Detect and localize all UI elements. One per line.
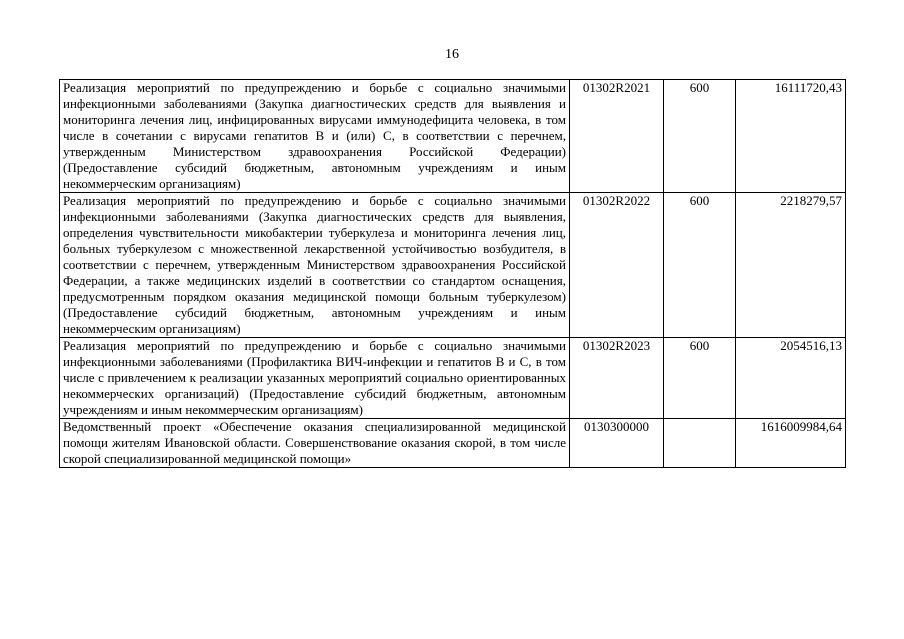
row-amount: 16111720,43 bbox=[736, 80, 846, 193]
table-row bbox=[60, 80, 846, 193]
row-expense-type: 600 bbox=[664, 193, 736, 338]
row-description: Реализация мероприятий по предупреждению и борьбе с социально значимыми инфекционными заболеваниями (Закупка диагностических средств для выявления и мониторинга лечения лиц, инфицированных вирусами иммунодефицита человека, в том числе в сочетании с вирусами гепатитов B и (или) C, в соответствии с перечнем, утвержденным Министерством здравоохранения Российской Федерации) (Предоставление субсидий бюджетным, автономным учреждениям и иным некоммерческим организациям) bbox=[60, 80, 570, 193]
row-expense-type: 600 bbox=[664, 80, 736, 193]
table-row bbox=[60, 193, 846, 338]
row-target-code: 01302R2021 bbox=[570, 80, 664, 193]
row-expense-type: 600 bbox=[664, 338, 736, 419]
row-description: Ведомственный проект «Обеспечение оказания специализированной медицинской помощи жителям Ивановской области. Совершенствование оказания скорой, в том числе скорой специализированной медицинской помощи» bbox=[60, 419, 570, 468]
table-row bbox=[60, 419, 846, 468]
row-amount: 1616009984,64 bbox=[736, 419, 846, 468]
row-amount: 2218279,57 bbox=[736, 193, 846, 338]
table-row bbox=[60, 338, 846, 419]
row-target-code: 01302R2022 bbox=[570, 193, 664, 338]
row-description: Реализация мероприятий по предупреждению и борьбе с социально значимыми инфекционными заболеваниями (Закупка диагностических средств для выявления, определения чувствительности микобактерии туберкулеза и мониторинга лечения лиц, больных туберкулезом с множественной лекарственной устойчивостью возбудителя, в соответствии с перечнем, утвержденным Министерством здравоохранения Российской Федерации, а также медицинских изделий в соответствии со стандартом оснащения, предусмотренным порядком оказания медицинской помощи больным туберкулезом) (Предоставление субсидий бюджетным, автономным учреждениям и иным некоммерческим организациям) bbox=[60, 193, 570, 338]
row-target-code: 0130300000 bbox=[570, 419, 664, 468]
row-expense-type bbox=[664, 419, 736, 468]
page-number: 16 bbox=[445, 47, 459, 62]
row-description: Реализация мероприятий по предупреждению и борьбе с социально значимыми инфекционными заболеваниями (Профилактика ВИЧ-инфекции и гепатитов B и C, в том числе с привлечением к реализации указанных мероприятий социально ориентированных некоммерческих организаций) (Предоставление субсидий бюджетным, автономным учреждениям и иным некоммерческим организациям) bbox=[60, 338, 570, 419]
row-target-code: 01302R2023 bbox=[570, 338, 664, 419]
budget-table bbox=[59, 79, 846, 468]
row-amount: 2054516,13 bbox=[736, 338, 846, 419]
